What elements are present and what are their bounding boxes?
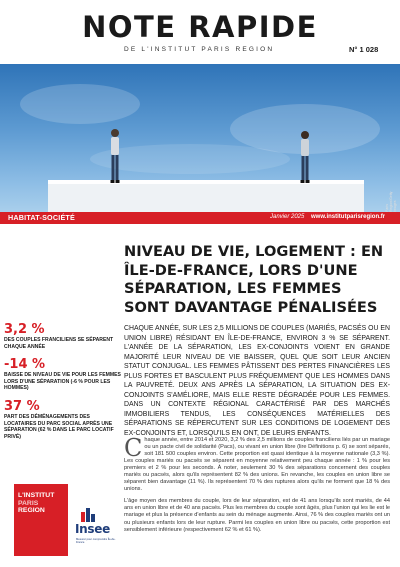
- key-figure-description: PART DES DÉMÉNAGEMENTS DES LOCATAIRES DU PARC SOCIAL APRÈS UNE SÉPARATION (62 % DANS LE PARC LOCATIF PRIVÉ): [4, 413, 114, 440]
- insee-wordmark: Insee: [75, 522, 110, 536]
- key-figure-description: DES COUPLES FRANCILIENS SE SÉPARENT CHAQUE ANNÉE: [4, 337, 114, 350]
- body-paragraph: haque année, entre 2014 et 2020, 3,2 % des 2,5 millions de couples franciliens liés par un mariage ou un pacte civil de solidarité (Pacs), ou vivant en union libre (lire Définitions p. 6) se sont séparés, soit 181 500 couples environ. Cette proportion est quasi identique à la moyenne nationale (3,3 %). Les couples mariés ou pacsés se séparent en moyenne relativement peu chaque année : 1 % pour les premiers et 2 % pour les seconds. À noter, seulement 30 % des séparations concernent des couples mariés ou pacsés, alors qu'ils représentent 82 % des unions. En revanche, les couples en union libre se séparent bien davantage (11 %). Ils représentent 70 % des ruptures alors qu'ils ne forment que 18 % des unions.: [124, 437, 390, 493]
- white-wall: [48, 184, 364, 212]
- institut-paris-region-logo: [14, 484, 68, 556]
- logo-line: REGION: [18, 507, 45, 515]
- key-figure-value: 37 %: [4, 398, 40, 414]
- key-figures: [4, 322, 122, 447]
- logo-line: L'INSTITUT: [18, 492, 55, 499]
- rubric-bar: [0, 212, 400, 224]
- body-paragraph: L'âge moyen des membres du couple, lors de leur séparation, est de 41 ans lorsqu'ils sont mariés, de 44 ans en union libre et de 40 ans pacsés. Plus les membres du couple sont âgés, plus l'union qui les lie est le mariage et plus la présence d'enfants au sein du ménage augmente. Ainsi, 76 % des couples mariés ont un ou plusieurs enfants lors de leur rupture. Parmi les couples en union libre ou pacsés, cette proportion est sensiblement inférieure (respectivement 62 % et 61 %).: [124, 498, 391, 533]
- publication-title: NOTE RAPIDE: [82, 10, 318, 44]
- person-left-figure: [108, 128, 122, 184]
- cover-photo: [0, 64, 400, 212]
- insee-tagline: Mesurer pour comprendre Île-de-France: [76, 538, 116, 545]
- key-figure-value: -14 %: [4, 357, 46, 373]
- article-body: [124, 434, 391, 534]
- website-link[interactable]: www.institutparisregion.fr: [311, 214, 386, 220]
- issue-number: N° 1 028: [349, 45, 379, 54]
- key-figure: [4, 357, 122, 392]
- key-figure: [4, 322, 122, 350]
- insee-logo: [72, 508, 118, 556]
- rubric-label: HABITAT-SOCIÉTÉ: [8, 213, 76, 222]
- key-figure-description: BAISSE DE NIVEAU DE VIE POUR LES FEMMES LORS D'UNE SÉPARATION (-6 % POUR LES HOMMES): [4, 372, 121, 392]
- drop-cap: C: [124, 434, 143, 462]
- article-headline: NIVEAU DE VIE, LOGEMENT : EN ÎLE-DE-FRANCE, LORS D'UNE SÉPARATION, LES FEMMES SONT DAVANTAGE PÉNALISÉES: [124, 243, 384, 316]
- person-right-figure: [298, 130, 312, 184]
- key-figure-value: 3,2 %: [4, 322, 45, 337]
- key-figure: [4, 399, 122, 440]
- logo-line: PARIS: [18, 499, 39, 507]
- publication-subtitle: DE L'INSTITUT PARIS REGION: [124, 46, 275, 53]
- masthead: [0, 0, 400, 62]
- publication-date: Janvier 2025: [270, 214, 305, 220]
- photo-credit: Paris Region/Getty Images: [385, 191, 397, 212]
- lead-paragraph: CHAQUE ANNÉE, SUR LES 2,5 MILLIONS DE COUPLES (MARIÉS, PACSÉS OU EN UNION LIBRE) RÉSIDANT EN ÎLE-DE-FRANCE, ENVIRON 3 % SE SÉPARENT. L'ANNÉE DE LA SÉPARATION, LES EX-CONJOINTS VOIENT EN GRANDE MAJORITÉ LEUR NIVEAU DE VIE BAISSER, QUEL QUE SOIT LEUR ANCIEN STATUT CONJUGAL. LES FEMMES PÂTISSENT DES PERTES FINANCIÈRES LES PLUS FORTES ET BASCULENT PLUS FRÉQUEMMENT QUE LES HOMMES DANS LA PAUVRETÉ. DEUX ANS APRÈS LA SÉPARATION, LA SITUATION DES EX-CONJOINTS S'AMÉLIORE, MAIS ELLE RESTE DÉGRADÉE POUR LES FEMMES. DANS UN CONTEXTE RÉGIONAL CARACTÉRISÉ PAR DES MARCHÉS IMMOBILIERS TENDUS, LES CONSÉQUENCES MATÉRIELLES DES SÉPARATIONS SE RÉPERCUTENT SUR LES CONDITIONS DE LOGEMENT DES EX-CONJOINTS ET, LORSQU'ILS EN ONT, DE LEURS ENFANTS.: [124, 325, 390, 438]
- insee-mark-icon: [81, 508, 97, 522]
